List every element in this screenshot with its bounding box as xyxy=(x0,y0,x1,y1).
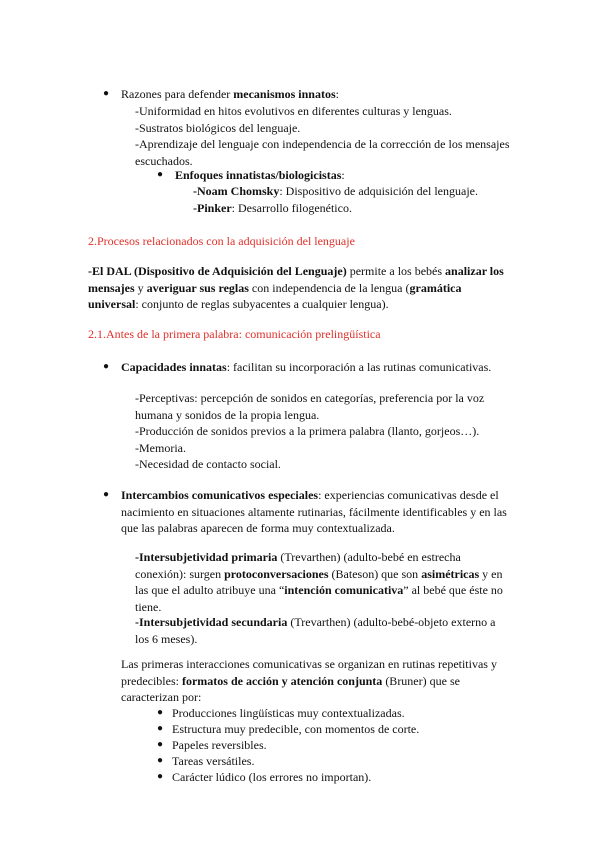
enfoques-list xyxy=(193,183,553,216)
bullet-icon: ● xyxy=(103,361,110,372)
list-item: Estructura muy predecible, con momentos de corte. xyxy=(172,722,420,736)
bullet-icon: ● xyxy=(103,88,110,99)
bullet-icon: ● xyxy=(157,739,164,750)
list-item: -Aprendizaje del lenguaje con independencia de la corrección de los mensajes escuchados. xyxy=(135,137,510,168)
bullet-capacidades: Capacidades innatas: facilitan su incorporación a las rutinas comunicativas. xyxy=(121,360,492,374)
list-item: Tareas versátiles. xyxy=(172,754,255,768)
intersubjetividad-primaria: -Intersubjetividad primaria (Trevarthen) (adulto-bebé en estrecha conexión): surgen protoconversaciones (Bateson) que son asimétricas y en las que el adulto atribuye una “intención comunicativa” al bebé que éste no tiene. xyxy=(135,550,503,614)
formatos-paragraph: Las primeras interacciones comunicativas se organizan en rutinas repetitivas y predecibles: formatos de acción y atención conjunta (Bruner) que se caracterizan por: xyxy=(121,657,497,704)
list-item: -Sustratos biológicos del lenguaje. xyxy=(135,120,301,135)
dal-paragraph: -El DAL (Dispositivo de Adquisición del Lenguaje) permite a los bebés analizar los mensajes y averiguar sus reglas con independencia de la lengua (gramática universal: conjunto de reglas subyacentes a cualquier lengua). xyxy=(88,264,504,311)
bullet-icon: ● xyxy=(157,723,164,734)
list-item: -Noam Chomsky: Dispositivo de adquisición del lenguaje. xyxy=(193,184,478,198)
bullet-icon: ● xyxy=(157,707,164,718)
list-item: -Pinker: Desarrollo filogenético. xyxy=(193,200,352,215)
bullet-razones: Razones para defender mecanismos innatos: xyxy=(121,87,339,101)
bullet-icon: ● xyxy=(157,755,164,766)
list-item: Producciones lingüísticas muy contextualizadas. xyxy=(172,706,405,720)
razones-list xyxy=(135,103,525,169)
heading-2: 2.Procesos relacionados con la adquisición del lenguaje xyxy=(88,234,355,248)
capacidades-list xyxy=(135,390,510,473)
list-item: Papeles reversibles. xyxy=(172,738,267,752)
bullet-icon: ● xyxy=(157,169,164,180)
heading-2-1: 2.1.Antes de la primera palabra: comunicación prelingüística xyxy=(88,327,381,341)
list-item: -Memoria. xyxy=(135,440,186,455)
list-item: -Necesidad de contacto social. xyxy=(135,457,281,471)
bullet-enfoques: Enfoques innatistas/biologicistas: xyxy=(175,168,345,182)
bullet-icon: ● xyxy=(103,489,110,500)
list-item: -Producción de sonidos previos a la primera palabra (llanto, gorjeos…). xyxy=(135,424,480,438)
intersubjetividad-secundaria: -Intersubjetividad secundaria (Trevarthen) (adulto-bebé-objeto externo a los 6 meses). xyxy=(135,615,496,646)
list-item: -Uniformidad en hitos evolutivos en diferentes culturas y lenguas. xyxy=(135,104,452,118)
bullet-icon: ● xyxy=(157,771,164,782)
list-item: -Perceptivas: percepción de sonidos en categorías, preferencia por la voz humana y sonidos de la propia lengua. xyxy=(135,391,485,422)
bullet-intercambios: Intercambios comunicativos especiales: experiencias comunicativas desde el nacimiento en situaciones altamente rutinarias, fácilmente identificables y en las que las palabras aparecen de forma muy contextualizada. xyxy=(121,488,507,535)
list-item: Carácter lúdico (los errores no importan). xyxy=(172,770,372,784)
